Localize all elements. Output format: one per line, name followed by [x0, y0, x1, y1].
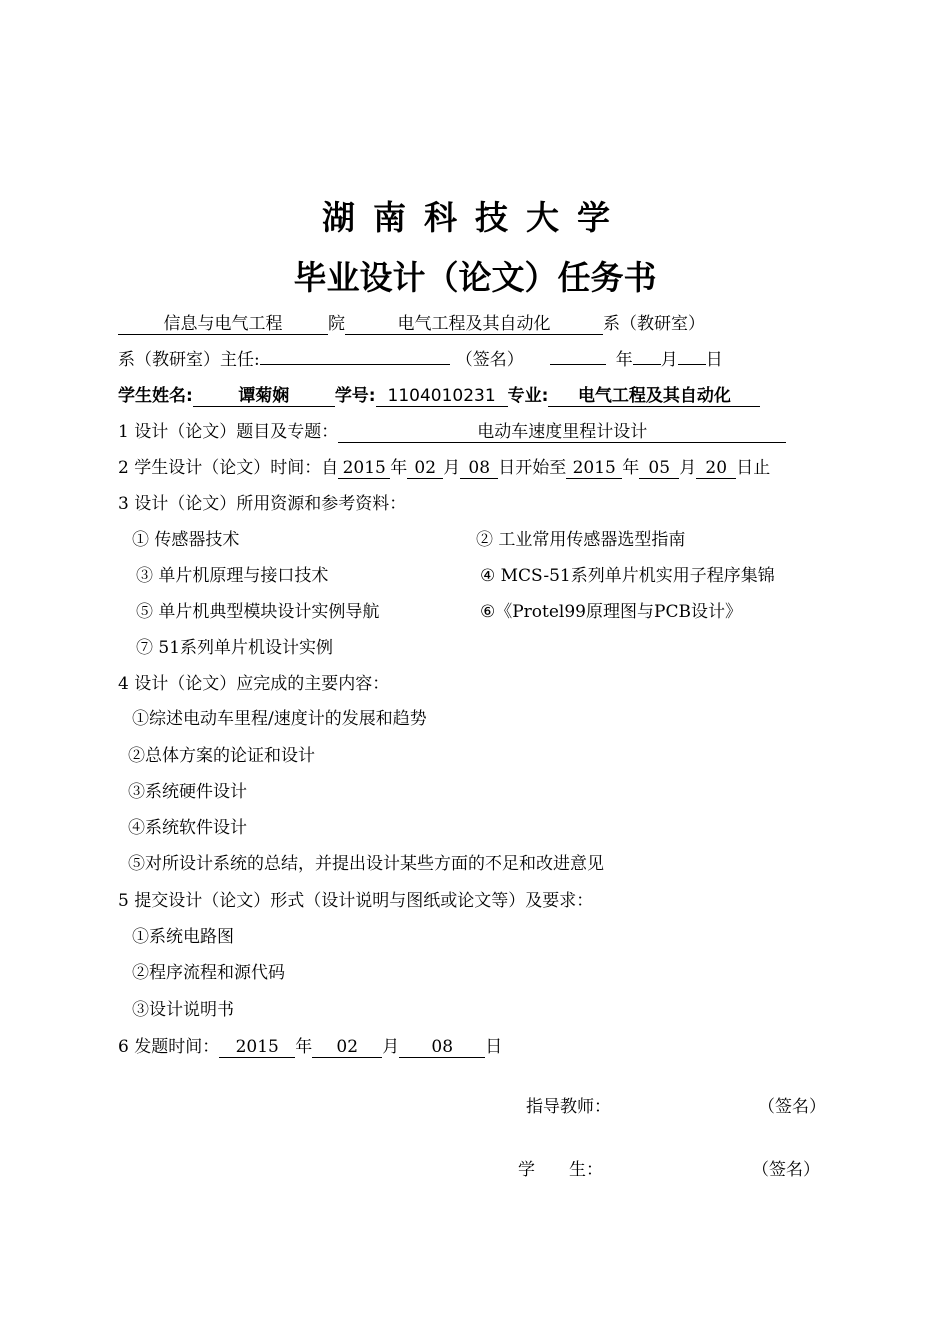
department-suffix: 系（教研室） — [603, 314, 705, 334]
university-title: 湖南科技大学 — [322, 198, 628, 237]
major-label: 专业: — [507, 386, 549, 406]
director-line — [118, 349, 723, 371]
student-line — [118, 385, 760, 407]
student-sign: （签名） — [752, 1160, 820, 1180]
director-blank — [260, 364, 450, 365]
content-item: ④系统软件设计 — [128, 818, 247, 838]
issue-month: 02 — [312, 1037, 382, 1058]
student-id-value: 1104010231 — [376, 386, 508, 407]
item5-label: 5 提交设计（论文）形式（设计说明与图纸或论文等）及要求： — [118, 891, 594, 911]
issue-day-suffix: 日 — [485, 1037, 503, 1057]
item4-label: 4 设计（论文）应完成的主要内容： — [118, 674, 390, 694]
item1-label: 1 设计（论文）题目及专题： — [118, 422, 339, 442]
end-day-suffix: 日止 — [736, 458, 771, 478]
item2-time — [118, 457, 770, 479]
content-item: ①综述电动车里程/速度计的发展和趋势 — [132, 709, 427, 729]
student-id-label: 学号: — [334, 386, 376, 406]
director-sign: （签名） — [455, 350, 524, 370]
issue-year-suffix: 年 — [295, 1037, 313, 1057]
reference-item: ④ MCS-51系列单片机实用子程序集锦 — [480, 566, 775, 586]
student-sign-label: 学 生： — [518, 1160, 603, 1180]
form-item: ②程序流程和源代码 — [132, 963, 285, 983]
end-month-suffix: 月 — [679, 458, 697, 478]
item6-date — [118, 1036, 502, 1058]
content-item: ⑤对所设计系统的总结，并提出设计某些方面的不足和改进意见 — [128, 854, 604, 874]
year-suffix: 年 — [615, 350, 633, 370]
content-item: ②总体方案的论证和设计 — [128, 746, 315, 766]
end-month: 05 — [639, 458, 679, 479]
start-month: 02 — [407, 458, 443, 479]
college-value: 信息与电气工程 — [118, 314, 328, 335]
issue-year: 2015 — [219, 1037, 295, 1058]
advisor-sign: （签名） — [758, 1097, 826, 1117]
day-suffix: 日 — [705, 350, 723, 370]
content-item: ③系统硬件设计 — [128, 782, 247, 802]
start-day-suffix: 日开始至 — [498, 458, 567, 478]
day-blank — [678, 364, 706, 365]
reference-item: ③ 单片机原理与接口技术 — [136, 566, 329, 586]
item2-label: 2 学生设计（论文）时间：自 — [118, 458, 339, 478]
department-value: 电气工程及其自动化 — [345, 314, 603, 335]
form-item: ①系统电路图 — [132, 927, 234, 947]
end-year: 2015 — [566, 458, 622, 479]
year-blank — [550, 364, 606, 365]
department-line — [118, 313, 705, 335]
issue-month-suffix: 月 — [382, 1037, 400, 1057]
start-year-suffix: 年 — [390, 458, 408, 478]
end-year-suffix: 年 — [622, 458, 640, 478]
form-item: ③设计说明书 — [132, 1000, 234, 1020]
item1-topic — [118, 421, 786, 443]
issue-day: 08 — [399, 1037, 485, 1058]
advisor-label: 指导教师： — [526, 1097, 611, 1117]
student-name-value: 谭菊娴 — [193, 386, 335, 407]
month-blank — [633, 364, 661, 365]
major-value: 电气工程及其自动化 — [548, 386, 760, 407]
item6-label: 6 发题时间： — [118, 1037, 220, 1057]
college-suffix: 院 — [328, 314, 345, 334]
reference-item: ⑤ 单片机典型模块设计实例导航 — [136, 602, 380, 622]
item3-label: 3 设计（论文）所用资源和参考资料： — [118, 494, 407, 514]
reference-item: ⑥《Protel99原理图与PCB设计》 — [480, 602, 742, 622]
reference-item: ① 传感器技术 — [132, 530, 240, 550]
start-year: 2015 — [338, 458, 390, 479]
document-title: 毕业设计（论文）任务书 — [293, 258, 657, 297]
director-label: 系（教研室）主任: — [118, 350, 260, 370]
reference-item: ② 工业常用传感器选型指南 — [476, 530, 686, 550]
end-day: 20 — [696, 458, 736, 479]
start-month-suffix: 月 — [443, 458, 461, 478]
reference-item: ⑦ 51系列单片机设计实例 — [136, 638, 334, 658]
student-name-label: 学生姓名: — [118, 386, 193, 406]
month-suffix: 月 — [660, 350, 678, 370]
start-day: 08 — [460, 458, 498, 479]
item1-value: 电动车速度里程计设计 — [338, 422, 786, 443]
